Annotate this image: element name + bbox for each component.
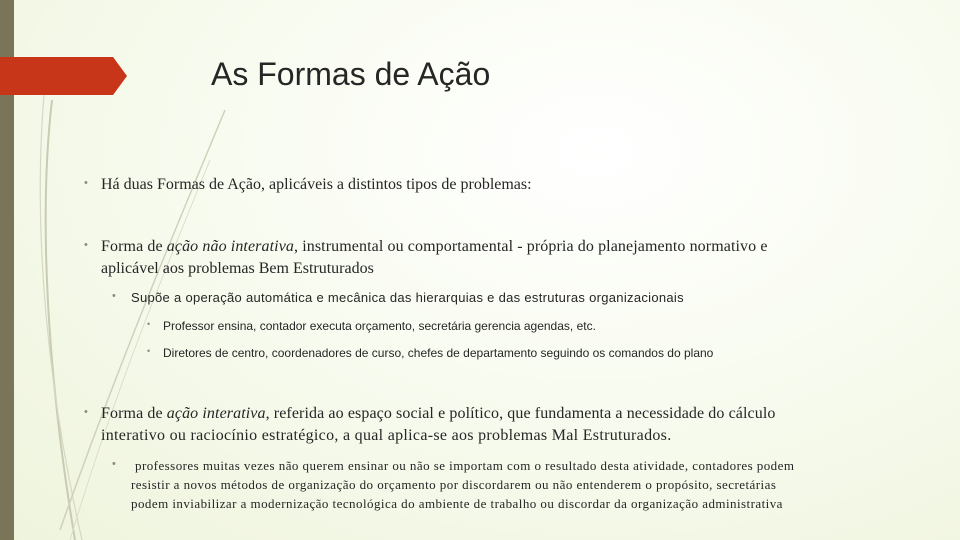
bullet-text: Diretores de centro, coordenadores de curso, chefes de departamento seguindo os comandos do plano <box>163 346 714 360</box>
bullet-marker: • <box>84 177 88 189</box>
bullet-text-line3: podem inviabilizar a modernização tecnológica do ambiente de trabalho ou discordar da organização administrativa <box>131 496 783 511</box>
bullet-text: Há duas Formas de Ação, aplicáveis a distintos tipos de problemas: <box>101 176 532 193</box>
bullet-marker: • <box>112 290 116 302</box>
bullet-marker: • <box>112 458 116 470</box>
bullet-text-post: , instrumental ou comportamental - própria do planejamento normativo e <box>294 238 768 255</box>
bullet-text-line1 <box>101 238 768 256</box>
bullet-text: Supõe a operação automática e mecânica das hierarquias e das estruturas organizacionais <box>131 290 684 305</box>
bullet-marker: • <box>84 239 88 251</box>
bullet-text-pre: Forma de <box>101 405 167 422</box>
bullet-marker: • <box>147 319 151 329</box>
bullet-marker: • <box>84 406 88 418</box>
slide-title: As Formas de Ação <box>211 56 491 92</box>
title-accent-arrow <box>0 57 127 95</box>
bullet-text-line2: interativo ou raciocínio estratégico, a qual aplica-se aos problemas Mal Estruturados. <box>101 427 672 444</box>
bullet-text-italic: ação interativa <box>166 405 266 422</box>
bullet-text-italic: ação não interativa <box>166 238 294 255</box>
bullet-text-line1 <box>101 405 776 423</box>
bullet-text-pre: Forma de <box>101 238 167 255</box>
bullet-marker: • <box>147 346 151 356</box>
bullet-text-post: , referida ao espaço social e político, que fundamenta a necessidade do cálculo <box>265 405 776 422</box>
bullet-text-line1: professores muitas vezes não querem ensinar ou não se importam com o resultado desta atividade, contadores podem <box>135 458 795 473</box>
bullet-text: Professor ensina, contador executa orçamento, secretária gerencia agendas, etc. <box>163 319 596 333</box>
bullet-text-line2: resistir a novos métodos de organização do orçamento por discordarem ou não entenderem o propósito, secretárias <box>131 477 777 492</box>
bullet-text-line2: aplicável aos problemas Bem Estruturados <box>101 260 374 277</box>
